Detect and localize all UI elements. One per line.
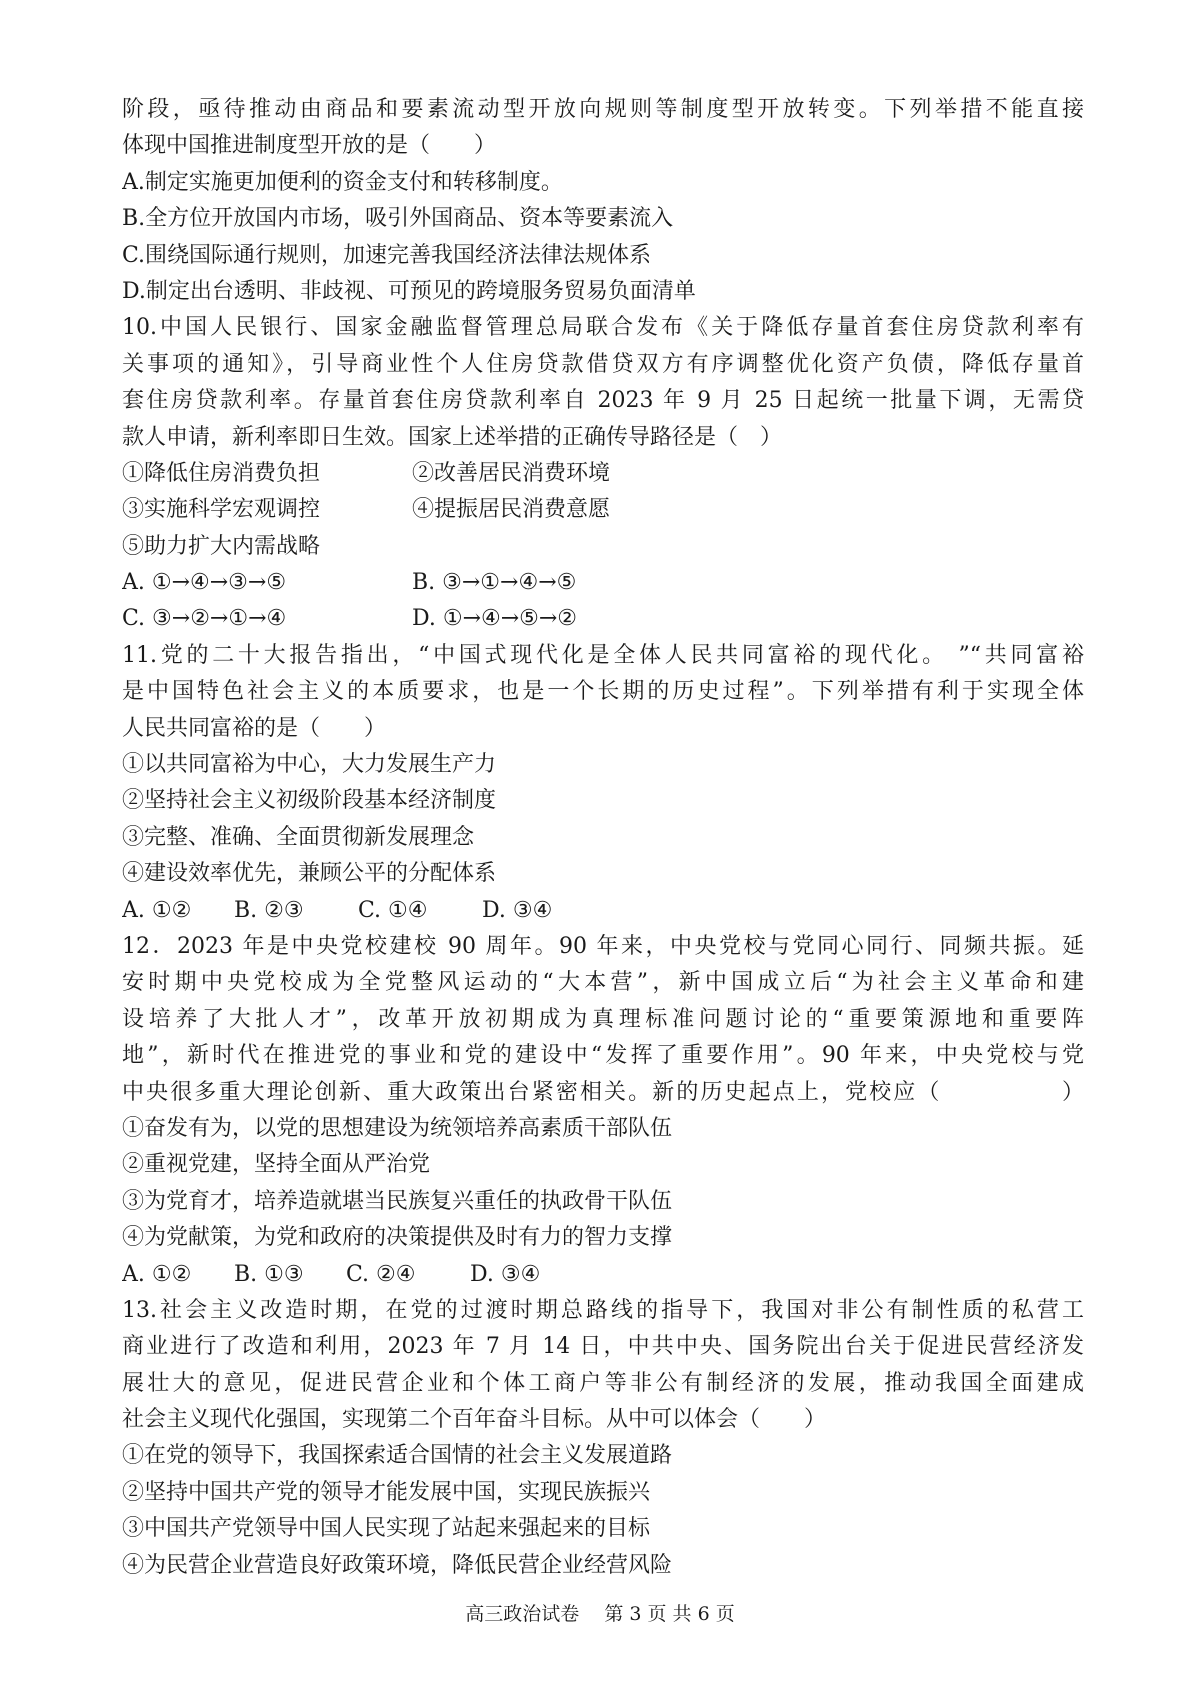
q12-option-c: C. ②④ xyxy=(346,1261,416,1287)
q12-stem-line: 地”，新时代在推进党的事业和党的建设中“发挥了重要作用”。90 年来，中央党校与党 xyxy=(122,1043,1084,1069)
q12-option-d: D. ③④ xyxy=(470,1261,541,1287)
exam-page xyxy=(122,92,1084,1584)
q9-stem-line: 阶段，亟待推动由商品和要素流动型开放向规则等制度型开放转变。下列举措不能直接 xyxy=(122,97,1084,122)
q12-stem-line: 安时期中央党校成为全党整风运动的“大本营”，新中国成立后“为社会主义革命和建 xyxy=(122,970,1084,996)
q12-stem-line: 12．2023 年是中央党校建校 90 周年。90 年来，中央党校与党同心同行、同频共振。延 xyxy=(122,933,1084,959)
q12-option-b: B. ①③ xyxy=(234,1261,304,1287)
q12-stem-line: 中央很多重大理论创新、重大政策出台紧密相关。新的历史起点上，党校应（ ） xyxy=(122,1079,1084,1105)
q10-option-b: B. ③→①→④→⑤ xyxy=(412,570,577,596)
q13-stem-line: 13.社会主义改造时期，在党的过渡时期总路线的指导下，我国对非公有制性质的私营工 xyxy=(122,1297,1084,1323)
q10-stem-line: 10.中国人民银行、国家金融监督管理总局联合发布《关于降低存量首套住房贷款利率有 xyxy=(122,315,1084,341)
q13-item-3: ③中国共产党领导中国人民实现了站起来强起来的目标 xyxy=(122,1516,651,1542)
q10-options-row xyxy=(122,565,1084,601)
q12-options-row xyxy=(122,1257,1084,1293)
q11-item-2: ②坚持社会主义初级阶段基本经济制度 xyxy=(122,788,497,814)
q13-item-4: ④为民营企业营造良好政策环境，降低民营企业经营风险 xyxy=(122,1552,673,1578)
q13-item-1: ①在党的领导下，我国探索适合国情的社会主义发展道路 xyxy=(122,1443,673,1469)
q11-option-c: C. ①④ xyxy=(358,897,428,923)
q9-option-c: C.围绕国际通行规则，加速完善我国经济法律法规体系 xyxy=(122,242,652,268)
page-footer: 高三政治试卷 第 3 页 共 6 页 xyxy=(465,1603,735,1625)
q13-item-2: ②坚持中国共产党的领导才能发展中国，实现民族振兴 xyxy=(122,1479,651,1505)
q12-item-3: ③为党育才，培养造就堪当民族复兴重任的执政骨干队伍 xyxy=(122,1188,673,1214)
q11-options-row xyxy=(122,893,1084,929)
q10-items-row xyxy=(122,456,1084,492)
q11-stem-line: 是中国特色社会主义的本质要求，也是一个长期的历史过程”。下列举措有利于实现全体 xyxy=(122,679,1084,705)
q10-item-1: ①降低住房消费负担 xyxy=(122,460,321,486)
q12-stem-line: 设培养了大批人才”，改革开放初期成为真理标准问题讨论的“重要策源地和重要阵 xyxy=(122,1006,1084,1032)
q9-stem-line: 体现中国推进制度型开放的是（ ） xyxy=(122,133,497,159)
q10-item-5: ⑤助力扩大内需战略 xyxy=(122,533,321,559)
q13-stem-line: 商业进行了改造和利用，2023 年 7 月 14 日，中共中央、国务院出台关于促进民营经济发 xyxy=(122,1334,1084,1360)
q11-item-4: ④建设效率优先，兼顾公平的分配体系 xyxy=(122,861,497,887)
q10-item-4: ④提振居民消费意愿 xyxy=(412,497,611,523)
q10-stem-line: 关事项的通知》，引导商业性个人住房贷款借贷双方有序调整优化资产负债，降低存量首 xyxy=(122,351,1084,377)
q11-option-d: D. ③④ xyxy=(482,897,553,923)
q11-option-b: B. ②③ xyxy=(234,897,304,923)
q10-option-d: D. ①→④→⑤→② xyxy=(412,606,578,632)
q11-stem-line: 11.党的二十大报告指出，“中国式现代化是全体人民共同富裕的现代化。 ”“共同富裕 xyxy=(122,642,1084,668)
q10-item-3: ③实施科学宏观调控 xyxy=(122,497,321,523)
q10-option-a: A. ①→④→③→⑤ xyxy=(122,570,287,596)
q12-option-a: A. ①② xyxy=(122,1261,192,1287)
q13-stem-line: 展壮大的意见，促进民营企业和个体工商户等非公有制经济的发展，推动我国全面建成 xyxy=(122,1370,1084,1396)
q10-item-2: ②改善居民消费环境 xyxy=(412,460,611,486)
q9-option-a: A.制定实施更加便利的资金支付和转移制度。 xyxy=(122,169,563,195)
q10-stem-line: 款人申请，新利率即日生效。国家上述举措的正确传导路径是（ ） xyxy=(122,424,783,450)
q12-item-2: ②重视党建，坚持全面从严治党 xyxy=(122,1152,431,1178)
q10-options-row xyxy=(122,601,1084,637)
q11-option-a: A. ①② xyxy=(122,897,192,923)
q11-stem-line: 人民共同富裕的是（ ） xyxy=(122,715,387,741)
q12-item-4: ④为党献策，为党和政府的决策提供及时有力的智力支撑 xyxy=(122,1225,673,1251)
q11-item-3: ③完整、准确、全面贯彻新发展理念 xyxy=(122,824,475,850)
q10-option-c: C. ③→②→①→④ xyxy=(122,606,287,632)
q9-option-b: B.全方位开放国内市场，吸引外国商品、资本等要素流入 xyxy=(122,206,674,232)
q10-items-row xyxy=(122,492,1084,528)
q10-stem-line: 套住房贷款利率。存量首套住房贷款利率自 2023 年 9 月 25 日起统一批量下调，无需贷 xyxy=(122,388,1084,414)
q13-stem-line: 社会主义现代化强国，实现第二个百年奋斗目标。从中可以体会（ ） xyxy=(122,1407,827,1433)
q9-option-d: D.制定出台透明、非歧视、可预见的跨境服务贸易负面清单 xyxy=(122,278,696,304)
q11-item-1: ①以共同富裕为中心，大力发展生产力 xyxy=(122,752,497,778)
q12-item-1: ①奋发有为，以党的思想建设为统领培养高素质干部队伍 xyxy=(122,1115,673,1141)
